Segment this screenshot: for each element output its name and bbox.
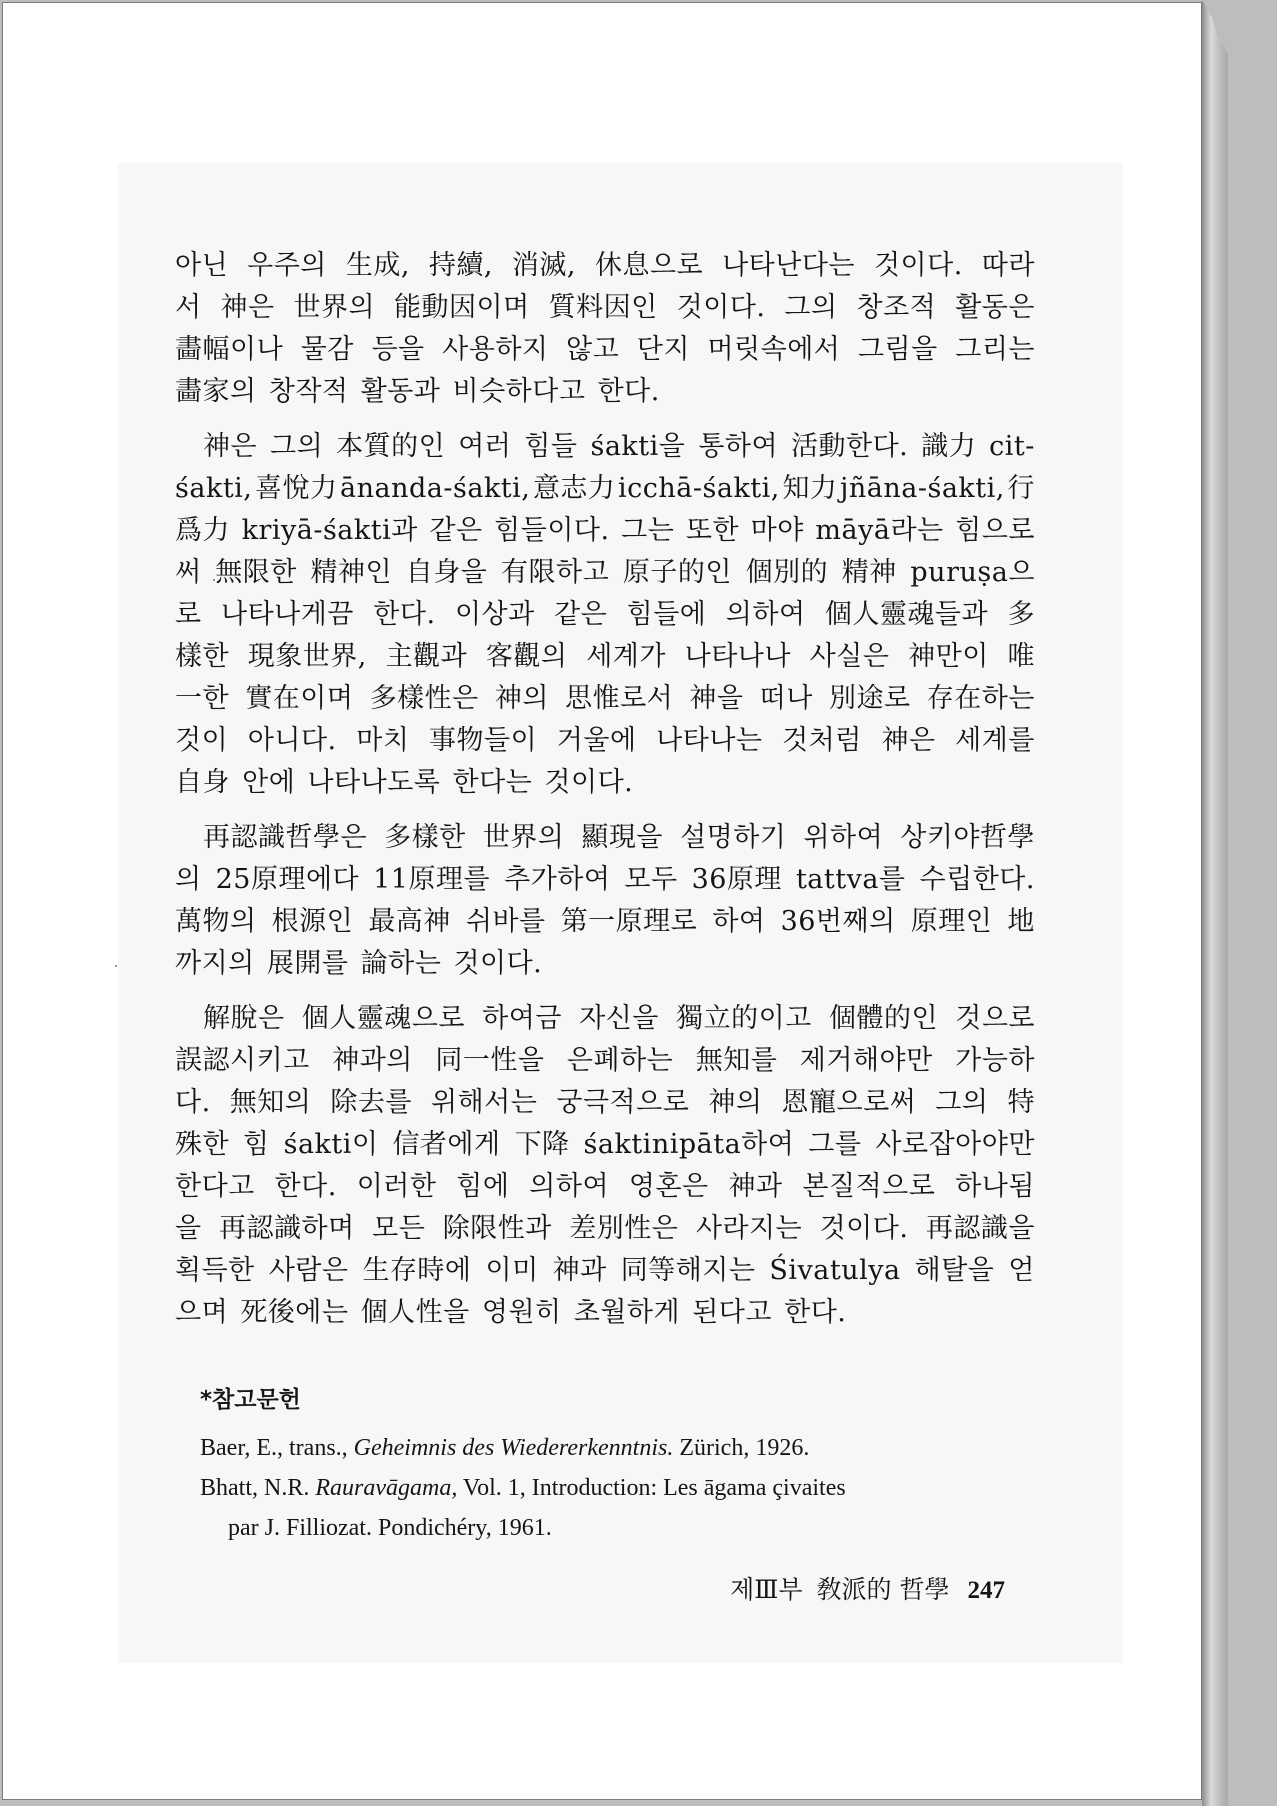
reference-title: Rauravāgama,	[315, 1475, 458, 1501]
reference-item-2-continuation: par J. Filliozat. Pondichéry, 1961.	[228, 1515, 552, 1541]
text-line: 殊한 힘 śakti이 信者에게 下降 śaktinipāta하여 그를 사로잡아야만	[175, 1129, 1035, 1160]
text-line: 까지의 展開를 論하는 것이다.	[175, 948, 543, 979]
text-line: 再認識哲學은 多樣한 世界의 顯現을 설명하기 위하여 상키야哲學	[203, 822, 1035, 853]
paragraph	[175, 245, 1035, 413]
text-line: 樣한 現象世界, 主觀과 客觀의 세계가 나타나나 사실은 神만이 唯	[175, 641, 1035, 672]
paragraph	[175, 817, 1035, 985]
page-edge-shadow	[1202, 0, 1228, 1806]
text-line: 써 無限한 精神인 自身을 有限하고 原子的인 個別的 精神 puruṣa으	[175, 557, 1035, 588]
text-line: 萬物의 根源인 最高神 쉬바를 第一原理로 하여 36번째의 原理인 地	[175, 906, 1035, 937]
reference-title: Geheimnis des Wiedererkenntnis.	[353, 1435, 674, 1461]
text-line: 誤認시키고 神과의 同一性을 은폐하는 無知를 제거해야만 가능하	[175, 1045, 1035, 1076]
reference-authors: Baer, E., trans.,	[200, 1435, 354, 1461]
text-line: 서 神은 世界의 能動因이며 質料因인 것이다. 그의 창조적 활동은	[175, 292, 1035, 323]
page-number: 247	[967, 1577, 1005, 1604]
text-line: 解脫은 個人靈魂으로 하여금 자신을 獨立的이고 個體的인 것으로	[203, 1003, 1035, 1034]
text-line: 畵家의 창작적 활동과 비슷하다고 한다.	[175, 376, 660, 407]
body-text	[175, 245, 1035, 1347]
scan-speck	[213, 579, 215, 581]
reference-authors: Bhatt, N.R.	[200, 1475, 316, 1501]
paragraph	[175, 998, 1035, 1334]
text-line: 神은 그의 本質的인 여러 힘들 śakti을 통하여 活動한다. 識力 cit-	[203, 431, 1035, 462]
reference-publication: Zürich, 1926.	[673, 1435, 810, 1461]
reference-item-1	[200, 1428, 1060, 1468]
footer-section-title: 敎派的 哲學	[816, 1575, 950, 1604]
reference-publication: Vol. 1, Introduction: Les āgama çivaites	[457, 1475, 846, 1501]
text-line: 自身 안에 나타나도록 한다는 것이다.	[175, 767, 634, 798]
text-line: 의 25原理에다 11原理를 추가하여 모두 36原理 tattva를 수립한다.	[175, 864, 1035, 895]
references-heading: *참고문헌	[200, 1387, 301, 1413]
text-line: 한다고 한다. 이러한 힘에 의하여 영혼은 神과 본질적으로 하나됨	[175, 1171, 1035, 1202]
paragraph	[175, 426, 1035, 804]
text-line: 획득한 사람은 生存時에 이미 神과 同等해지는 Śivatulya 해탈을 얻	[175, 1255, 1035, 1286]
text-line: 아닌 우주의 生成, 持續, 消滅, 休息으로 나타난다는 것이다. 따라	[175, 250, 1035, 281]
text-line: 것이 아니다. 마치 事物들이 거울에 나타나는 것처럼 神은 세계를	[175, 725, 1035, 756]
text-line: 爲力 kriyā-śakti과 같은 힘들이다. 그는 또한 마야 māyā라는 힘으로	[175, 515, 1035, 546]
text-line: 을 再認識하며 모든 除限性과 差別性은 사라지는 것이다. 再認識을	[175, 1213, 1035, 1244]
footer-part: 제Ⅲ부	[730, 1575, 803, 1604]
text-line: 로 나타나게끔 한다. 이상과 같은 힘들에 의하여 個人靈魂들과 多	[175, 599, 1035, 630]
reference-item-2	[200, 1468, 1060, 1508]
text-line: 으며 死後에는 個人性을 영원히 초월하게 된다고 한다.	[175, 1297, 847, 1328]
references-section	[200, 1380, 1060, 1548]
text-line: śakti, 喜悅力 ānanda-śakti, 意志力 icchā-śakti, 知力 jñāna-śakti, 行	[175, 473, 1035, 504]
scan-speck	[115, 965, 117, 967]
text-line: 一한 實在이며 多樣性은 神의 思惟로서 神을 떠나 別途로 存在하는	[175, 683, 1035, 714]
text-line: 다. 無知의 除去를 위해서는 궁극적으로 神의 恩寵으로써 그의 特	[175, 1087, 1035, 1118]
text-line: 畵幅이나 물감 등을 사용하지 않고 단지 머릿속에서 그림을 그리는	[175, 334, 1035, 365]
running-footer	[705, 1570, 1005, 1606]
